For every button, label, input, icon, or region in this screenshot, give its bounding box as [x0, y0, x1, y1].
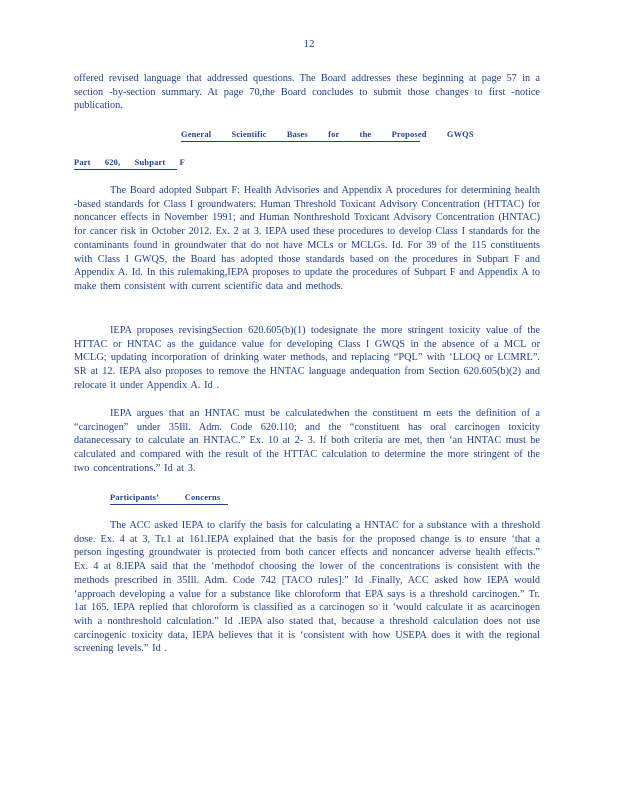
participants-heading: Participants’ Concerns — [110, 493, 221, 502]
participants-heading-underline — [110, 504, 228, 505]
subpart-heading: Part 620, Subpart F — [74, 158, 185, 167]
intro-paragraph: offered revised language that addressed questions. The Board addresses these beginning at page 57 in a section -by-section summary. At page 70,the Board concludes to submit those changes to first -notice publication. — [74, 73, 540, 112]
paragraph-3: IEPA argues that an HNTAC must be calculatedwhen the constituent m eets the definition of a “carcinogen” under 35Ill. Adm. Code 620.110; and the “constituent has oral carcinogen toxicity datanecessary to calculate an HNTAC.” Ex. 10 at 2- 3. If both criteria are met, then ‘an HNTAC must be calculated and compared with the result of the HTTAC calculation to determine the more stringent of the two concentrations.” Id at 3. — [74, 408, 540, 474]
page-number: 12 — [303, 38, 315, 50]
paragraph-4: The ACC asked IEPA to clarify the basis for calculating a HNTAC for a substance with a threshold dose. Ex. 4 at 3, Tr.1 at 161.IEPA explained that the basis for the proposed change is to ensure ‘that a person ingesting groundwater is protected from both cancer effects and noncancer adverse health effects.” Ex. 4 at 8.IEPA said that the ‘methodof choosing the lower of the concentrations is consistent with the methods prescribed in 35Ill. Adm. Code 742 [TACO rules].” Id .Finally, ACC asked how IEPA would ‘approach developing a value for a substance like chloroform that EPA says is a threshold carcinogen.” Tr. 1at 165. IEPA replied that chloroform is classified as a carcinogen so it ‘would calculate it as acarcinogen with a nonthreshold calculation.” Id .IEPA also stated that, because a threshold calculation does not use carcinogenic toxicity data, IEPA believes that it is ‘consistent with how USEPA does it with the regional screening levels.” Id . — [74, 520, 540, 655]
paragraph-1: The Board adopted Subpart F: Health Advisories and Appendix A procedures for determining health -based standards for Class I groundwaters: Human Threshold Toxicant Advisory Concentration (HTTAC) for noncancer effects in November 1991; and Human Nonthreshold Toxicant Advisory Concentration (HNTAC) for cancer risk in October 2012. Ex. 2 at 3. IEPA used these procedures to develop Class I standards for the contaminants found in groundwater that do not have MCLs or MCLGs. Id. For 39 of the 115 constituents with Class I GWQS, the Board has adopted those standards based on the procedures in Subpart F and Appendix A. Id. In this rulemaking,IEPA proposes to update the procedures of Subpart F and Appendix A to make them consistent with current scientific data and methods. — [74, 185, 540, 292]
section-heading-underline — [181, 141, 420, 142]
subpart-heading-underline — [74, 169, 177, 170]
paragraph-2: IEPA proposes revisingSection 620.605(b)(1) todesignate the more stringent toxicity value of the HTTAC or HNTAC as the guidance value for developing Class I GWQS in the absence of a MCL or MCLG; updating incorporation of drinking water methods, and replacing “PQL” with ‘LLOQ or LCMRL”. SR at 12. IEPA also proposes to remove the HNTAC language andequation from Section 620.605(b)(2) and relocate it under Appendix A. Id . — [74, 325, 540, 391]
section-heading: General Scientific Bases for the Proposed GWQS — [181, 130, 474, 139]
